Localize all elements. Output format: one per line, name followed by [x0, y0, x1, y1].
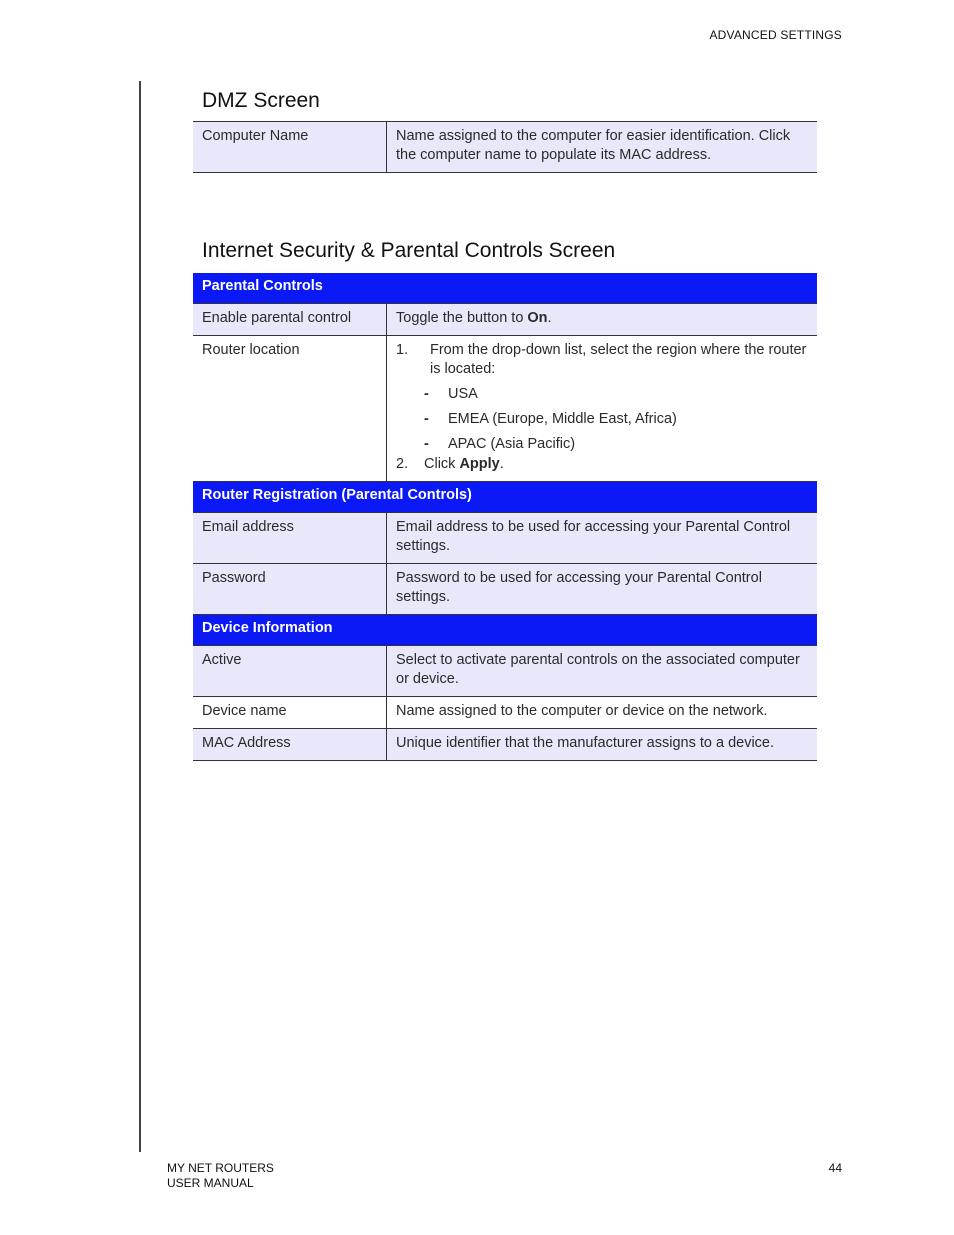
field-description: Name assigned to the computer or device on the network.	[387, 697, 818, 729]
field-description	[387, 336, 818, 482]
field-description: Name assigned to the computer for easier identification. Click the computer name to populate its MAC address.	[387, 122, 818, 173]
dmz-heading: DMZ Screen	[202, 89, 320, 112]
field-name: Computer Name	[193, 122, 387, 173]
region-option: - EMEA (Europe, Middle East, Africa)	[424, 411, 677, 427]
step-2: 2. Click Apply.	[396, 456, 504, 472]
table-row	[193, 304, 817, 336]
field-name: Password	[193, 564, 387, 615]
field-name: Active	[193, 646, 387, 697]
parental-controls-table	[193, 273, 817, 761]
table-row	[193, 646, 817, 697]
section-header: Device Information	[193, 615, 817, 646]
section-header: Router Registration (Parental Controls)	[193, 482, 817, 513]
table-row	[193, 336, 817, 482]
field-description: Unique identifier that the manufacturer assigns to a device.	[387, 729, 818, 761]
step-1: 1. From the drop-down list, select the region where the router is located:	[396, 342, 807, 377]
section-header-row	[193, 273, 817, 304]
footer-line-1: MY NET ROUTERS	[167, 1161, 274, 1175]
margin-rule	[139, 81, 141, 1152]
field-name: MAC Address	[193, 729, 387, 761]
field-description: Toggle the button to On.	[387, 304, 818, 336]
field-name: Email address	[193, 513, 387, 564]
section-header-row	[193, 615, 817, 646]
field-description: Select to activate parental controls on the associated computer or device.	[387, 646, 818, 697]
region-option: - APAC (Asia Pacific)	[424, 436, 576, 452]
page-number: 44	[828, 1161, 842, 1175]
field-description: Email address to be used for accessing your Parental Control settings.	[387, 513, 818, 564]
section-header: Parental Controls	[193, 273, 817, 304]
footer-title	[167, 1161, 274, 1191]
region-option: - USA	[424, 386, 478, 402]
table-row	[193, 513, 817, 564]
footer-line-2: USER MANUAL	[167, 1176, 254, 1190]
section-header-row	[193, 482, 817, 513]
running-header: ADVANCED SETTINGS	[709, 28, 842, 42]
table-row	[193, 122, 817, 173]
table-row	[193, 697, 817, 729]
field-name: Device name	[193, 697, 387, 729]
field-name: Router location	[193, 336, 387, 482]
table-row	[193, 729, 817, 761]
dmz-table	[193, 121, 817, 173]
parental-controls-heading: Internet Security & Parental Controls Screen	[202, 239, 616, 262]
table-row	[193, 564, 817, 615]
field-description: Password to be used for accessing your Parental Control settings.	[387, 564, 818, 615]
field-name: Enable parental control	[193, 304, 387, 336]
